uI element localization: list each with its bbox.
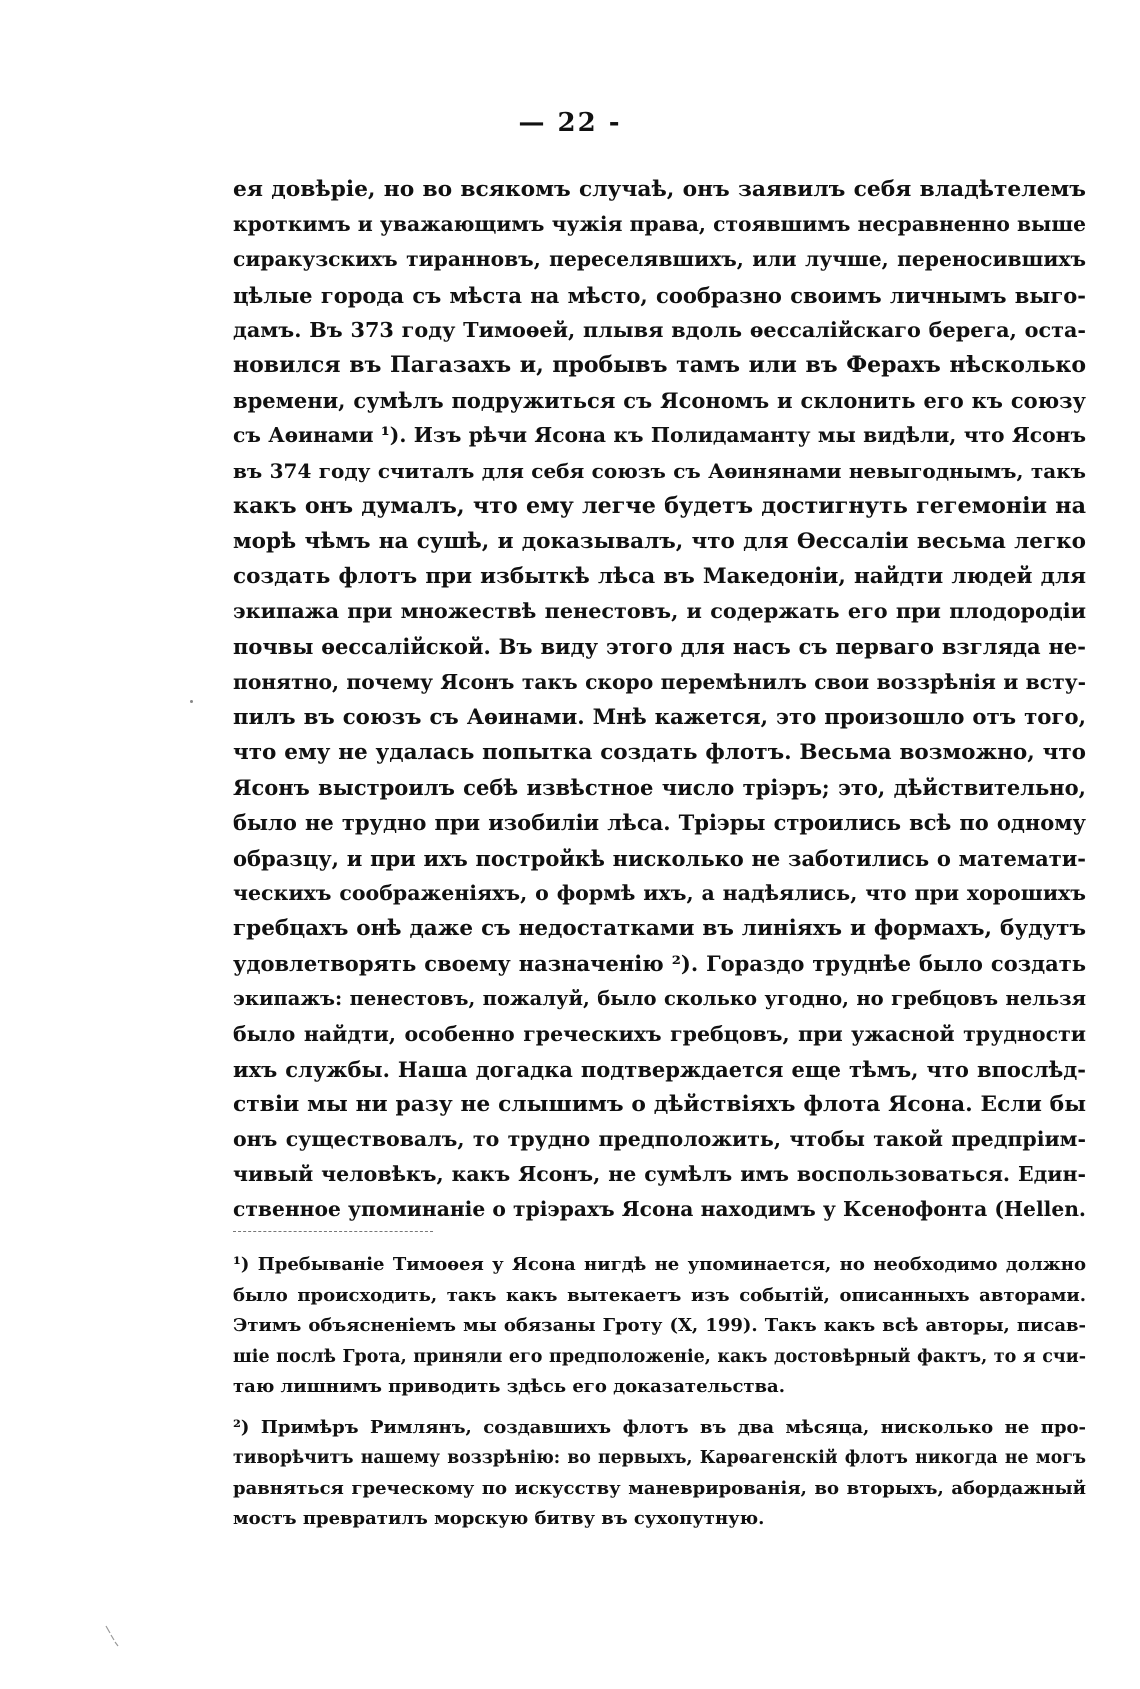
footnote-line: Этимъ объясненіемъ мы обязаны Гроту (X, 199). Такъ какъ всѣ авторы, писав- xyxy=(233,1315,1086,1336)
main-text xyxy=(233,172,1086,1228)
text-line: что ему не удалась попытка создать флотъ. Весьма возможно, что xyxy=(233,740,1086,765)
text-line: ея довѣріе, но во всякомъ случаѣ, онъ заявилъ себя владѣтелемъ xyxy=(233,177,1086,202)
text-line: было найдти, особенно греческихъ гребцовъ, при ужасной трудности xyxy=(233,1021,1086,1046)
text-line: цѣлые города съ мѣста на мѣсто, сообразно своимъ личнымъ выго- xyxy=(233,282,1086,308)
text-line: дамъ. Въ 373 году Тимоѳей, плывя вдоль ѳессалійскаго берега, оста- xyxy=(233,317,1086,342)
text-line: создать флотъ при избыткѣ лѣса въ Македоніи, найдти людей для xyxy=(233,564,1086,590)
footnote-line: шіе послѣ Грота, приняли его предположеніе, какъ достовѣрный фактъ, то я счи- xyxy=(233,1346,1086,1367)
page-number: — 22 - xyxy=(518,108,622,138)
text-line: ственное упоминаніе о тріэрахъ Ясона находимъ у Ксенофонта (Hellen. xyxy=(233,1197,1086,1222)
text-line: почвы ѳессалійской. Въ виду этого для насъ съ перваго взгляда не- xyxy=(233,634,1086,660)
text-line: кроткимъ и уважающимъ чужія права, стоявшимъ несравненно выше xyxy=(233,212,1086,237)
text-line: ихъ службы. Наша догадка подтверждается еще тѣмъ, что впослѣд- xyxy=(233,1056,1086,1082)
footnote-divider xyxy=(233,1231,433,1232)
text-line: ческихъ соображеніяхъ, о формѣ ихъ, а надѣялись, что при хорошихъ xyxy=(233,880,1086,905)
text-line: въ 374 году считалъ для себя союзъ съ Аѳинянами невыгоднымъ, такъ xyxy=(233,458,1086,483)
footnote-line: ¹) Пребываніе Тимоѳея у Ясона нигдѣ не упоминается, но необходимо должно xyxy=(233,1254,1086,1275)
text-line: было не трудно при изобиліи лѣса. Тріэры строились всѣ по одному xyxy=(233,810,1086,836)
footnote-1 xyxy=(233,1250,1086,1403)
margin-speck xyxy=(190,700,193,703)
text-line: удовлетворять своему назначенію ²). Гораздо труднѣе было создать xyxy=(233,951,1086,977)
footnote-2 xyxy=(233,1413,1086,1535)
text-line: экипажъ: пенестовъ, пожалуй, было сколько угодно, но гребцовъ нельзя xyxy=(233,987,1086,1011)
footnote-line: ²) Примѣръ Римлянъ, создавшихъ флотъ въ два мѣсяца, нисколько не про- xyxy=(233,1416,1086,1438)
text-line: гребцахъ онѣ даже съ недостатками въ линіяхъ и формахъ, будутъ xyxy=(233,915,1086,941)
text-line: Ясонъ выстроилъ себѣ извѣстное число тріэръ; это, дѣйствительно, xyxy=(233,775,1086,801)
text-line: пилъ въ союзъ съ Аѳинами. Мнѣ кажется, это произошло отъ того, xyxy=(233,704,1086,730)
text-line: новился въ Пагазахъ и, пробывъ тамъ или въ Ферахъ нѣсколько xyxy=(233,351,1086,378)
margin-scratch-mark xyxy=(105,1625,119,1647)
footnote-line: тиворѣчитъ нашему воззрѣнію: во первыхъ, Карѳагенскій флотъ никогда не могъ xyxy=(233,1448,1086,1468)
text-line: съ Аѳинами ¹). Изъ рѣчи Ясона къ Полидаманту мы видѣли, что Ясонъ xyxy=(233,423,1086,448)
text-line: образцу, и при ихъ постройкѣ нисколько не заботились о математи- xyxy=(233,845,1086,871)
text-line: чивый человѣкъ, какъ Ясонъ, не сумѣлъ имъ воспользоваться. Един- xyxy=(233,1162,1086,1187)
text-line: экипажа при множествѣ пенестовъ, и содержать его при плодородіи xyxy=(233,599,1086,624)
text-line: сиракузскихъ тиранновъ, переселявшихъ, или лучше, переносившихъ xyxy=(233,247,1086,272)
text-line: ствіи мы ни разу не слышимъ о дѣйствіяхъ флота Ясона. Если бы xyxy=(233,1091,1086,1117)
text-line: онъ существовалъ, то трудно предположить, чтобы такой предпріим- xyxy=(233,1127,1086,1152)
footnote-line: было происходить, такъ какъ вытекаетъ изъ событій, описанныхъ авторами. xyxy=(233,1284,1086,1306)
text-line: морѣ чѣмъ на сушѣ, и доказывалъ, что для Ѳессаліи весьма легко xyxy=(233,528,1086,554)
footnote-line: равняться греческому по искусству маневрированія, во вторыхъ, абордажный xyxy=(233,1477,1086,1499)
text-line: времени, сумѣлъ подружиться съ Ясономъ и склонить его къ союзу xyxy=(233,388,1086,414)
footnotes xyxy=(233,1250,1086,1535)
text-line: понятно, почему Ясонъ такъ скоро перемѣнилъ свои воззрѣнія и всту- xyxy=(233,669,1086,694)
footnote-line: таю лишнимъ приводить здѣсь его доказательства. xyxy=(233,1376,785,1397)
footnote-line: мостъ превратилъ морскую битву въ сухопутную. xyxy=(233,1508,765,1529)
text-line: какъ онъ думалъ, что ему легче будетъ достигнуть гегемоніи на xyxy=(233,492,1086,519)
